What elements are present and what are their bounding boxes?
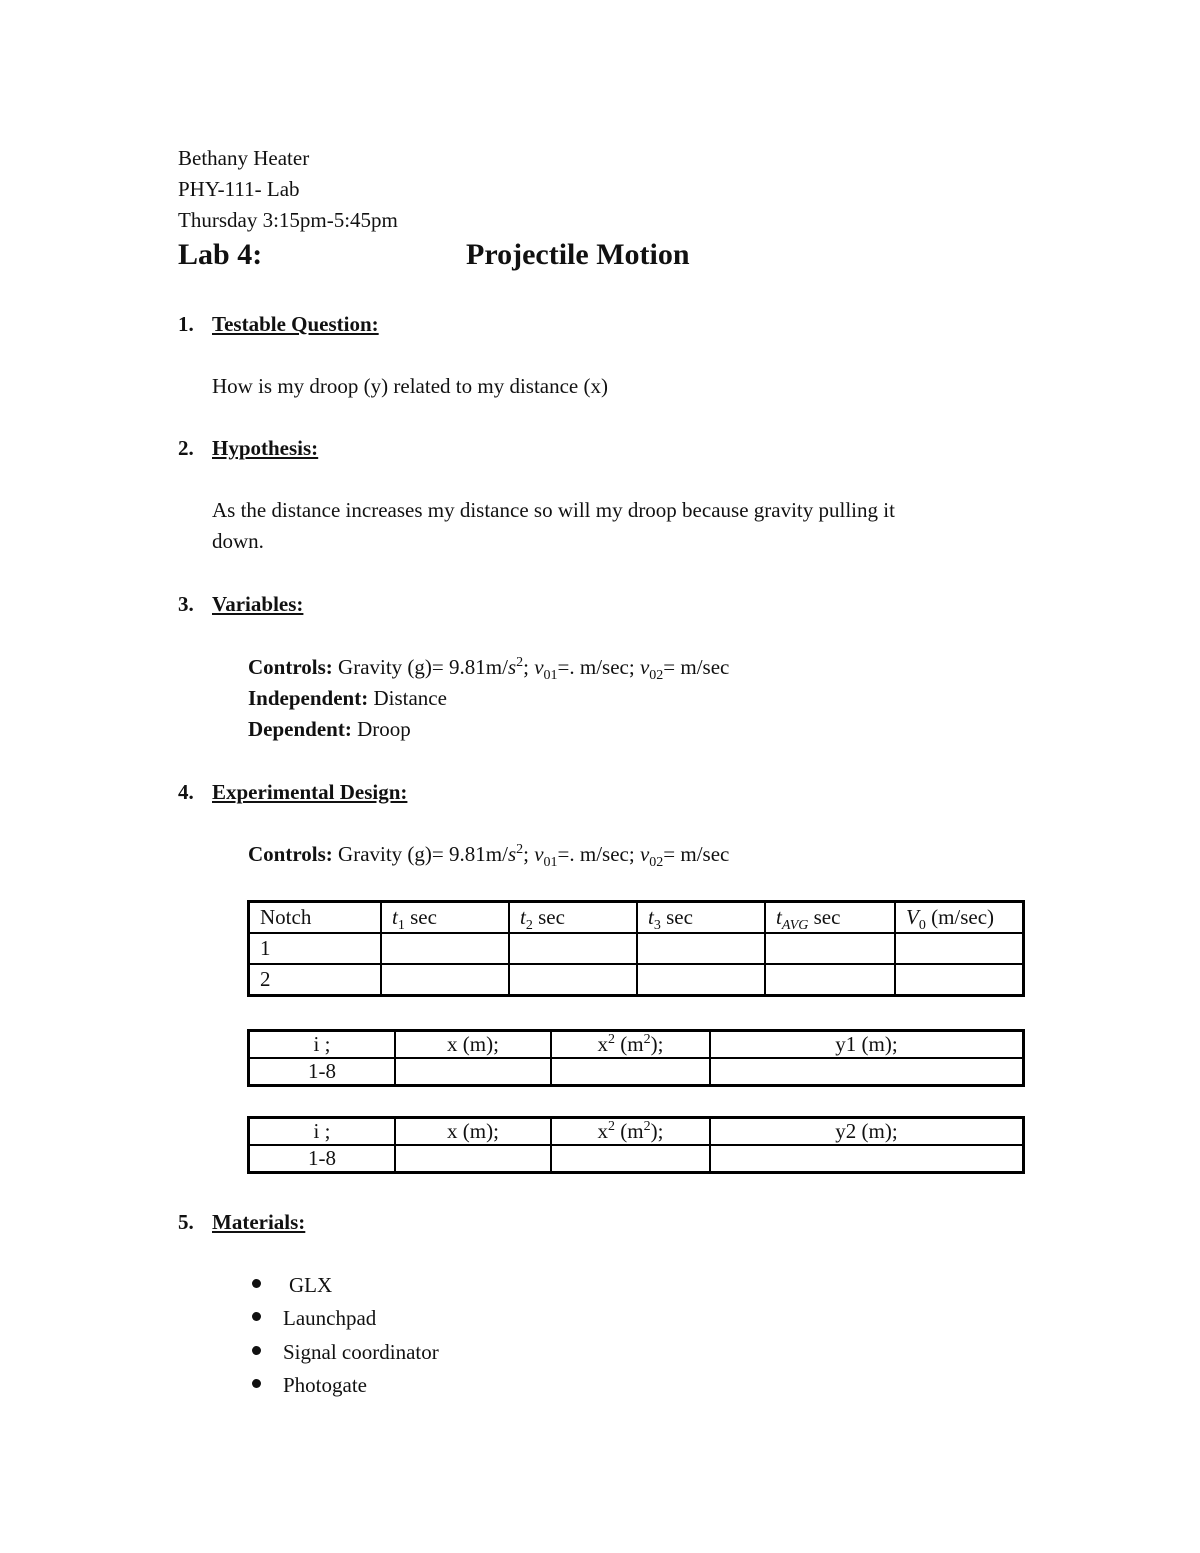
table-row — [249, 964, 1024, 996]
droop-table-2 — [247, 1116, 1025, 1174]
controls-line-design: Controls: Gravity $(g)= 9.81m/s^2$; $v_{01}=$. m/sec; $v_{02}= m/\sec$ — [248, 842, 730, 871]
header-i: i ; — [249, 1118, 396, 1146]
table-cell — [509, 964, 637, 996]
header-v0: $V_0$ (m/sec) — [895, 902, 1024, 934]
header-i: i ; — [249, 1031, 396, 1059]
table-row — [249, 1058, 1024, 1086]
section-4-number: 4. — [178, 780, 194, 804]
section-2-title: Hypothesis: — [212, 436, 319, 460]
table-cell — [509, 933, 637, 964]
hypothesis-line-2: down. — [212, 529, 264, 553]
testable-question-text: How is my droop (y) related to my distance (x) — [212, 374, 608, 398]
list-item: Signal coordinator — [283, 1340, 439, 1364]
section-1-number: 1. — [178, 312, 194, 336]
header-notch: Notch — [249, 902, 382, 934]
table-cell — [765, 964, 895, 996]
table-cell — [381, 933, 509, 964]
controls-line-variables: Controls: Gravity $(g)= 9.81m/s^2$; $v_{01}=$. m/sec; $v_{02}= m/\sec$ — [248, 655, 730, 684]
table-cell — [395, 1058, 551, 1086]
hypothesis-line-1: As the distance increases my distance so will my droop because gravity pulling it — [212, 498, 895, 522]
bullet-icon — [252, 1279, 261, 1288]
course-code: PHY-111- Lab — [178, 177, 300, 201]
bullet-icon — [252, 1312, 261, 1321]
header-t3: $t_3$ sec — [637, 902, 765, 934]
author-name: Bethany Heater — [178, 146, 310, 170]
bullet-icon — [252, 1379, 261, 1388]
section-3-number: 3. — [178, 592, 194, 616]
bullet-icon — [252, 1346, 261, 1355]
notch-cell: 1 — [249, 933, 382, 964]
section-1-title: Testable Question: — [212, 312, 379, 336]
list-item: GLX — [289, 1273, 333, 1297]
table-row — [249, 1145, 1024, 1173]
droop-table-1 — [247, 1029, 1025, 1087]
table-row — [249, 933, 1024, 964]
notch-cell: 2 — [249, 964, 382, 996]
list-item: Launchpad — [283, 1306, 377, 1330]
section-5-number: 5. — [178, 1210, 194, 1234]
table-header-row — [249, 902, 1024, 934]
list-item: Photogate — [283, 1373, 367, 1397]
table-cell — [395, 1145, 551, 1173]
header-x2: $x^2$ $(m^2)$; — [551, 1118, 710, 1146]
header-y2: y2 (m); — [710, 1118, 1024, 1146]
header-tavg: $t_{AVG}$ sec — [765, 902, 895, 934]
independent-variable: Independent: Distance — [248, 686, 447, 710]
header-x: x (m); — [395, 1031, 551, 1059]
table-cell — [710, 1145, 1024, 1173]
header-y1: y1 (m); — [710, 1031, 1024, 1059]
table-cell — [381, 964, 509, 996]
table-cell — [895, 933, 1024, 964]
row-index: 1-8 — [249, 1145, 396, 1173]
table-header-row — [249, 1031, 1024, 1059]
row-index: 1-8 — [249, 1058, 396, 1086]
header-x: x (m); — [395, 1118, 551, 1146]
header-x2: $x^2$ $(m^2)$; — [551, 1031, 710, 1059]
lab-number: Lab 4: — [178, 238, 263, 271]
table-cell — [710, 1058, 1024, 1086]
section-5-title: Materials: — [212, 1210, 306, 1234]
table-header-row — [249, 1118, 1024, 1146]
header-t1: $t_1$ sec — [381, 902, 509, 934]
lab-title: Projectile Motion — [466, 238, 690, 271]
table-cell — [765, 933, 895, 964]
section-3-title: Variables: — [212, 592, 304, 616]
table-cell — [637, 964, 765, 996]
table-cell — [637, 933, 765, 964]
table-cell — [551, 1058, 710, 1086]
table-cell — [895, 964, 1024, 996]
controls-label: Controls: — [248, 655, 333, 679]
section-4-title: Experimental Design: — [212, 780, 408, 804]
timing-table — [247, 900, 1025, 997]
lab-schedule: Thursday 3:15pm-5:45pm — [178, 208, 398, 232]
table-cell — [551, 1145, 710, 1173]
dependent-variable: Dependent: Droop — [248, 717, 411, 741]
section-2-number: 2. — [178, 436, 194, 460]
header-t2: $t_2$ sec — [509, 902, 637, 934]
